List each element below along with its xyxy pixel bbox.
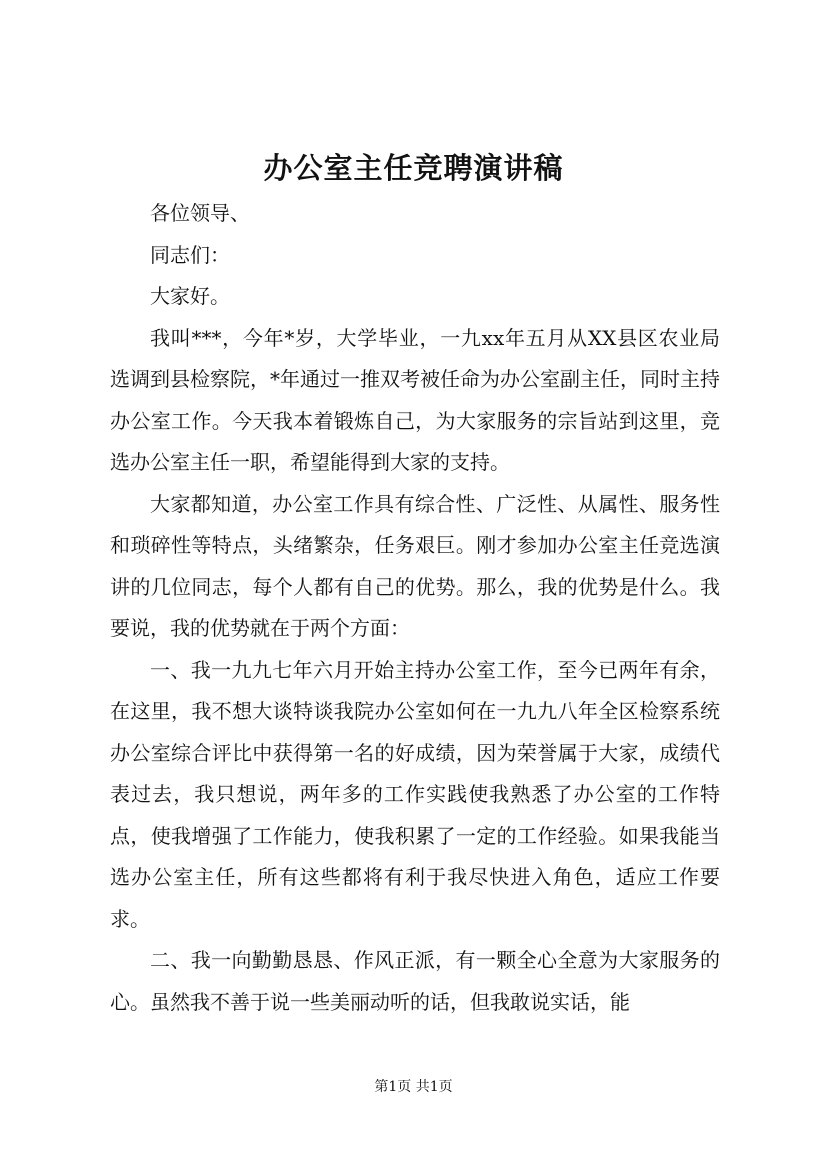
paragraph-advantage-two: 二、我一向勤勤恳恳、作风正派，有一颗全心全意为大家服务的心。虽然我不善于说一些美丽动听的话，但我敢说实话，能 [110,948,720,1014]
salutation-leaders: 各位领导、 [150,201,250,225]
document-body [110,193,720,1023]
paragraph-advantage-one: 一、我一九九七年六月开始主持办公室工作，至今已两年有余，在这里，我不想大谈特谈我院办公室如何在一九九八年全区检察系统办公室综合评比中获得第一名的好成绩，因为荣誉属于大家，成绩代表过去，我只想说，两年多的工作实践使我熟悉了办公室的工作特点，使我增强了工作能力，使我积累了一定的工作经验。如果我能当选办公室主任，所有这些都将有利于我尽快进入角色，适应工作要求。 [110,657,720,931]
greeting: 大家好。 [150,284,230,308]
paragraph-office-characteristics: 大家都知道，办公室工作具有综合性、广泛性、从属性、服务性和琐碎性等特点，头绪繁杂，任务艰巨。刚才参加办公室主任竞选演讲的几位同志，每个人都有自己的优势。那么，我的优势是什么。我要说，我的优势就在于两个方面： [110,491,720,640]
document-title: 办公室主任竞聘演讲稿 [263,151,564,185]
paragraph-introduction: 我叫***，今年*岁，大学毕业，一九xx年五月从XX县区农业局选调到县检察院，*年通过一推双考被任命为办公室副主任，同时主持办公室工作。今天我本着锻炼自己，为大家服务的宗旨站到这里，竞选办公室主任一职，希望能得到大家的支持。 [110,325,720,474]
page-footer: 第1页 共1页 [374,1079,453,1095]
salutation-comrades: 同志们： [150,242,230,267]
